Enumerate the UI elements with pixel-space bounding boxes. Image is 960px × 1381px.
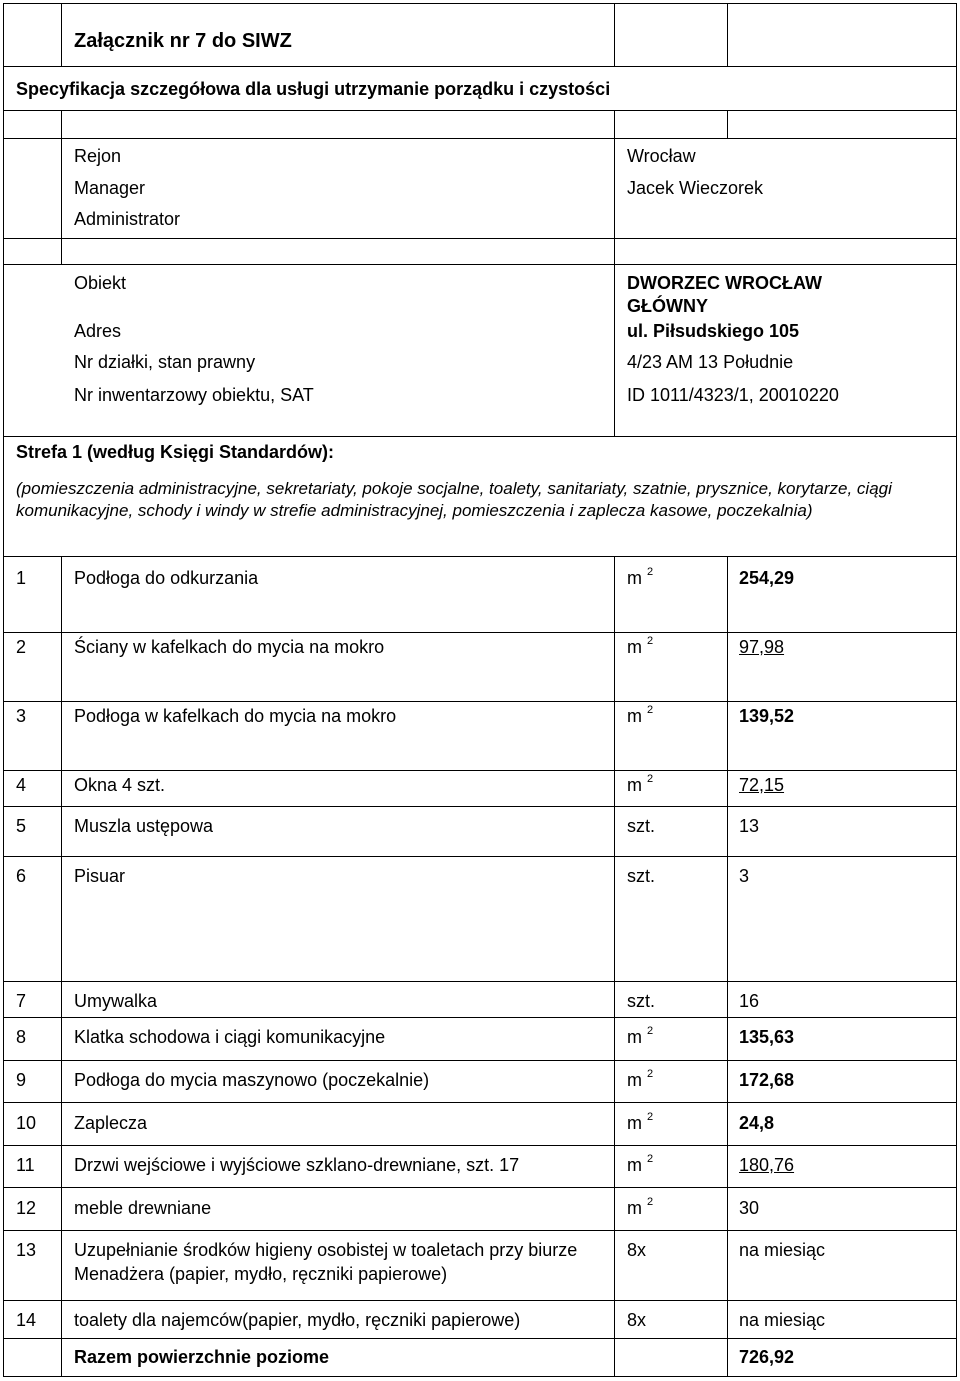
row-quantity: 254,29 [739, 568, 795, 588]
row-number: 11 [16, 1155, 35, 1175]
row-unit: m $^2$ [627, 1153, 654, 1175]
row-quantity: 135,63 [739, 1027, 795, 1047]
row-name: Drzwi wejściowe i wyjściowe szklano-drewniane, szt. 17 [74, 1155, 520, 1175]
row-name: Uzupełnianie środków higieny osobistej w toaletach przy biurze Menadżera (papier, mydło, ręczniki papierowe) [74, 1240, 578, 1284]
inwentarz-value: ID 1011/4323/1, 20010220 [627, 385, 839, 405]
row-unit: 8x [627, 1240, 647, 1260]
row-quantity: 139,52 [739, 706, 795, 726]
dzialka-label: Nr działki, stan prawny [74, 352, 256, 372]
row-quantity: 97,98 [739, 637, 785, 657]
row-name: toalety dla najemców(papier, mydło, ręczniki papierowe) [74, 1310, 521, 1330]
row-number: 8 [16, 1027, 27, 1047]
rejon-value: Wrocław [627, 146, 696, 166]
row-quantity: 180,76 [739, 1155, 795, 1175]
row-unit-superscript: 2 [647, 1068, 654, 1080]
obiekt-value-line1: DWORZEC WROCŁAW [627, 273, 822, 293]
row-name: Pisuar [74, 866, 126, 886]
row-quantity: 72,15 [739, 775, 785, 795]
row-unit-superscript: 2 [647, 1025, 654, 1037]
row-unit: m $^2$ [627, 1111, 654, 1133]
row-name: meble drewniane [74, 1198, 212, 1218]
dzialka-value: 4/23 AM 13 Południe [627, 352, 794, 372]
row-unit: szt. [627, 866, 656, 886]
document-title: Załącznik nr 7 do SIWZ [74, 30, 292, 52]
row-number: 5 [16, 816, 27, 836]
row-quantity: 13 [739, 816, 760, 836]
row-unit: m $^2$ [627, 566, 654, 588]
zone-title: Strefa 1 (według Księgi Standardów): [16, 442, 335, 462]
row-quantity: 30 [739, 1198, 760, 1218]
row-unit: szt. [627, 816, 656, 836]
row-number: 13 [16, 1240, 37, 1260]
row-unit: szt. [627, 991, 656, 1011]
row-number: 6 [16, 866, 27, 886]
row-unit: m $^2$ [627, 773, 654, 795]
row-number: 3 [16, 706, 27, 726]
row-quantity: na miesiąc [739, 1240, 826, 1260]
row-quantity: na miesiąc [739, 1310, 826, 1330]
adres-label: Adres [74, 321, 122, 341]
row-quantity: 24,8 [739, 1113, 775, 1133]
row-quantity: 3 [739, 866, 750, 886]
zone-description: (pomieszczenia administracyjne, sekretariaty, pokoje socjalne, toalety, sanitariaty, szatnie, prysznice, korytarze, ciągi komunikacyjne, schody i windy w strefie administracyjnej, pomieszczenia i zaplecza kasowe, poczekalnia) [16, 479, 892, 520]
adres-value: ul. Piłsudskiego 105 [627, 321, 800, 341]
row-unit-superscript: 2 [647, 1153, 654, 1165]
row-name: Zaplecza [74, 1113, 148, 1133]
row-unit: m $^2$ [627, 1025, 654, 1047]
row-unit-superscript: 2 [647, 635, 654, 647]
row-number: 12 [16, 1198, 37, 1218]
row-name: Podłoga do odkurzania [74, 568, 259, 588]
obiekt-value-line2: GŁÓWNY [627, 296, 708, 316]
row-number: 10 [16, 1113, 37, 1133]
row-name: Ściany w kafelkach do mycia na mokro [74, 637, 385, 657]
row-unit: m $^2$ [627, 1196, 654, 1218]
row-unit-superscript: 2 [647, 566, 654, 578]
row-unit-superscript: 2 [647, 1196, 654, 1208]
row-number: 2 [16, 637, 27, 657]
row-number: 14 [16, 1310, 37, 1330]
total-label: Razem powierzchnie poziome [74, 1347, 330, 1367]
row-number: 1 [16, 568, 27, 588]
obiekt-label: Obiekt [74, 273, 127, 293]
row-name: Klatka schodowa i ciągi komunikacyjne [74, 1027, 386, 1047]
document-subtitle: Specyfikacja szczegółowa dla usługi utrzymanie porządku i czystości [16, 79, 611, 99]
row-unit-superscript: 2 [647, 704, 654, 716]
row-unit-superscript: 2 [647, 773, 654, 785]
inwentarz-label: Nr inwentarzowy obiektu, SAT [74, 385, 314, 405]
row-number: 4 [16, 775, 27, 795]
manager-value: Jacek Wieczorek [627, 178, 764, 198]
row-unit: m $^2$ [627, 704, 654, 726]
manager-label: Manager [74, 178, 146, 198]
row-unit-superscript: 2 [647, 1111, 654, 1123]
row-number: 9 [16, 1070, 27, 1090]
row-name: Podłoga w kafelkach do mycia na mokro [74, 706, 397, 726]
row-number: 7 [16, 991, 27, 1011]
rejon-label: Rejon [74, 146, 122, 166]
row-quantity: 16 [739, 991, 760, 1011]
row-name: Okna 4 szt. [74, 775, 166, 795]
total-value: 726,92 [739, 1347, 795, 1367]
row-quantity: 172,68 [739, 1070, 795, 1090]
row-unit: m $^2$ [627, 635, 654, 657]
row-name: Podłoga do mycia maszynowo (poczekalnie) [74, 1070, 430, 1090]
row-name: Umywalka [74, 991, 158, 1011]
administrator-label: Administrator [74, 209, 181, 229]
row-name: Muszla ustępowa [74, 816, 214, 836]
row-unit: m $^2$ [627, 1068, 654, 1090]
row-unit: 8x [627, 1310, 647, 1330]
